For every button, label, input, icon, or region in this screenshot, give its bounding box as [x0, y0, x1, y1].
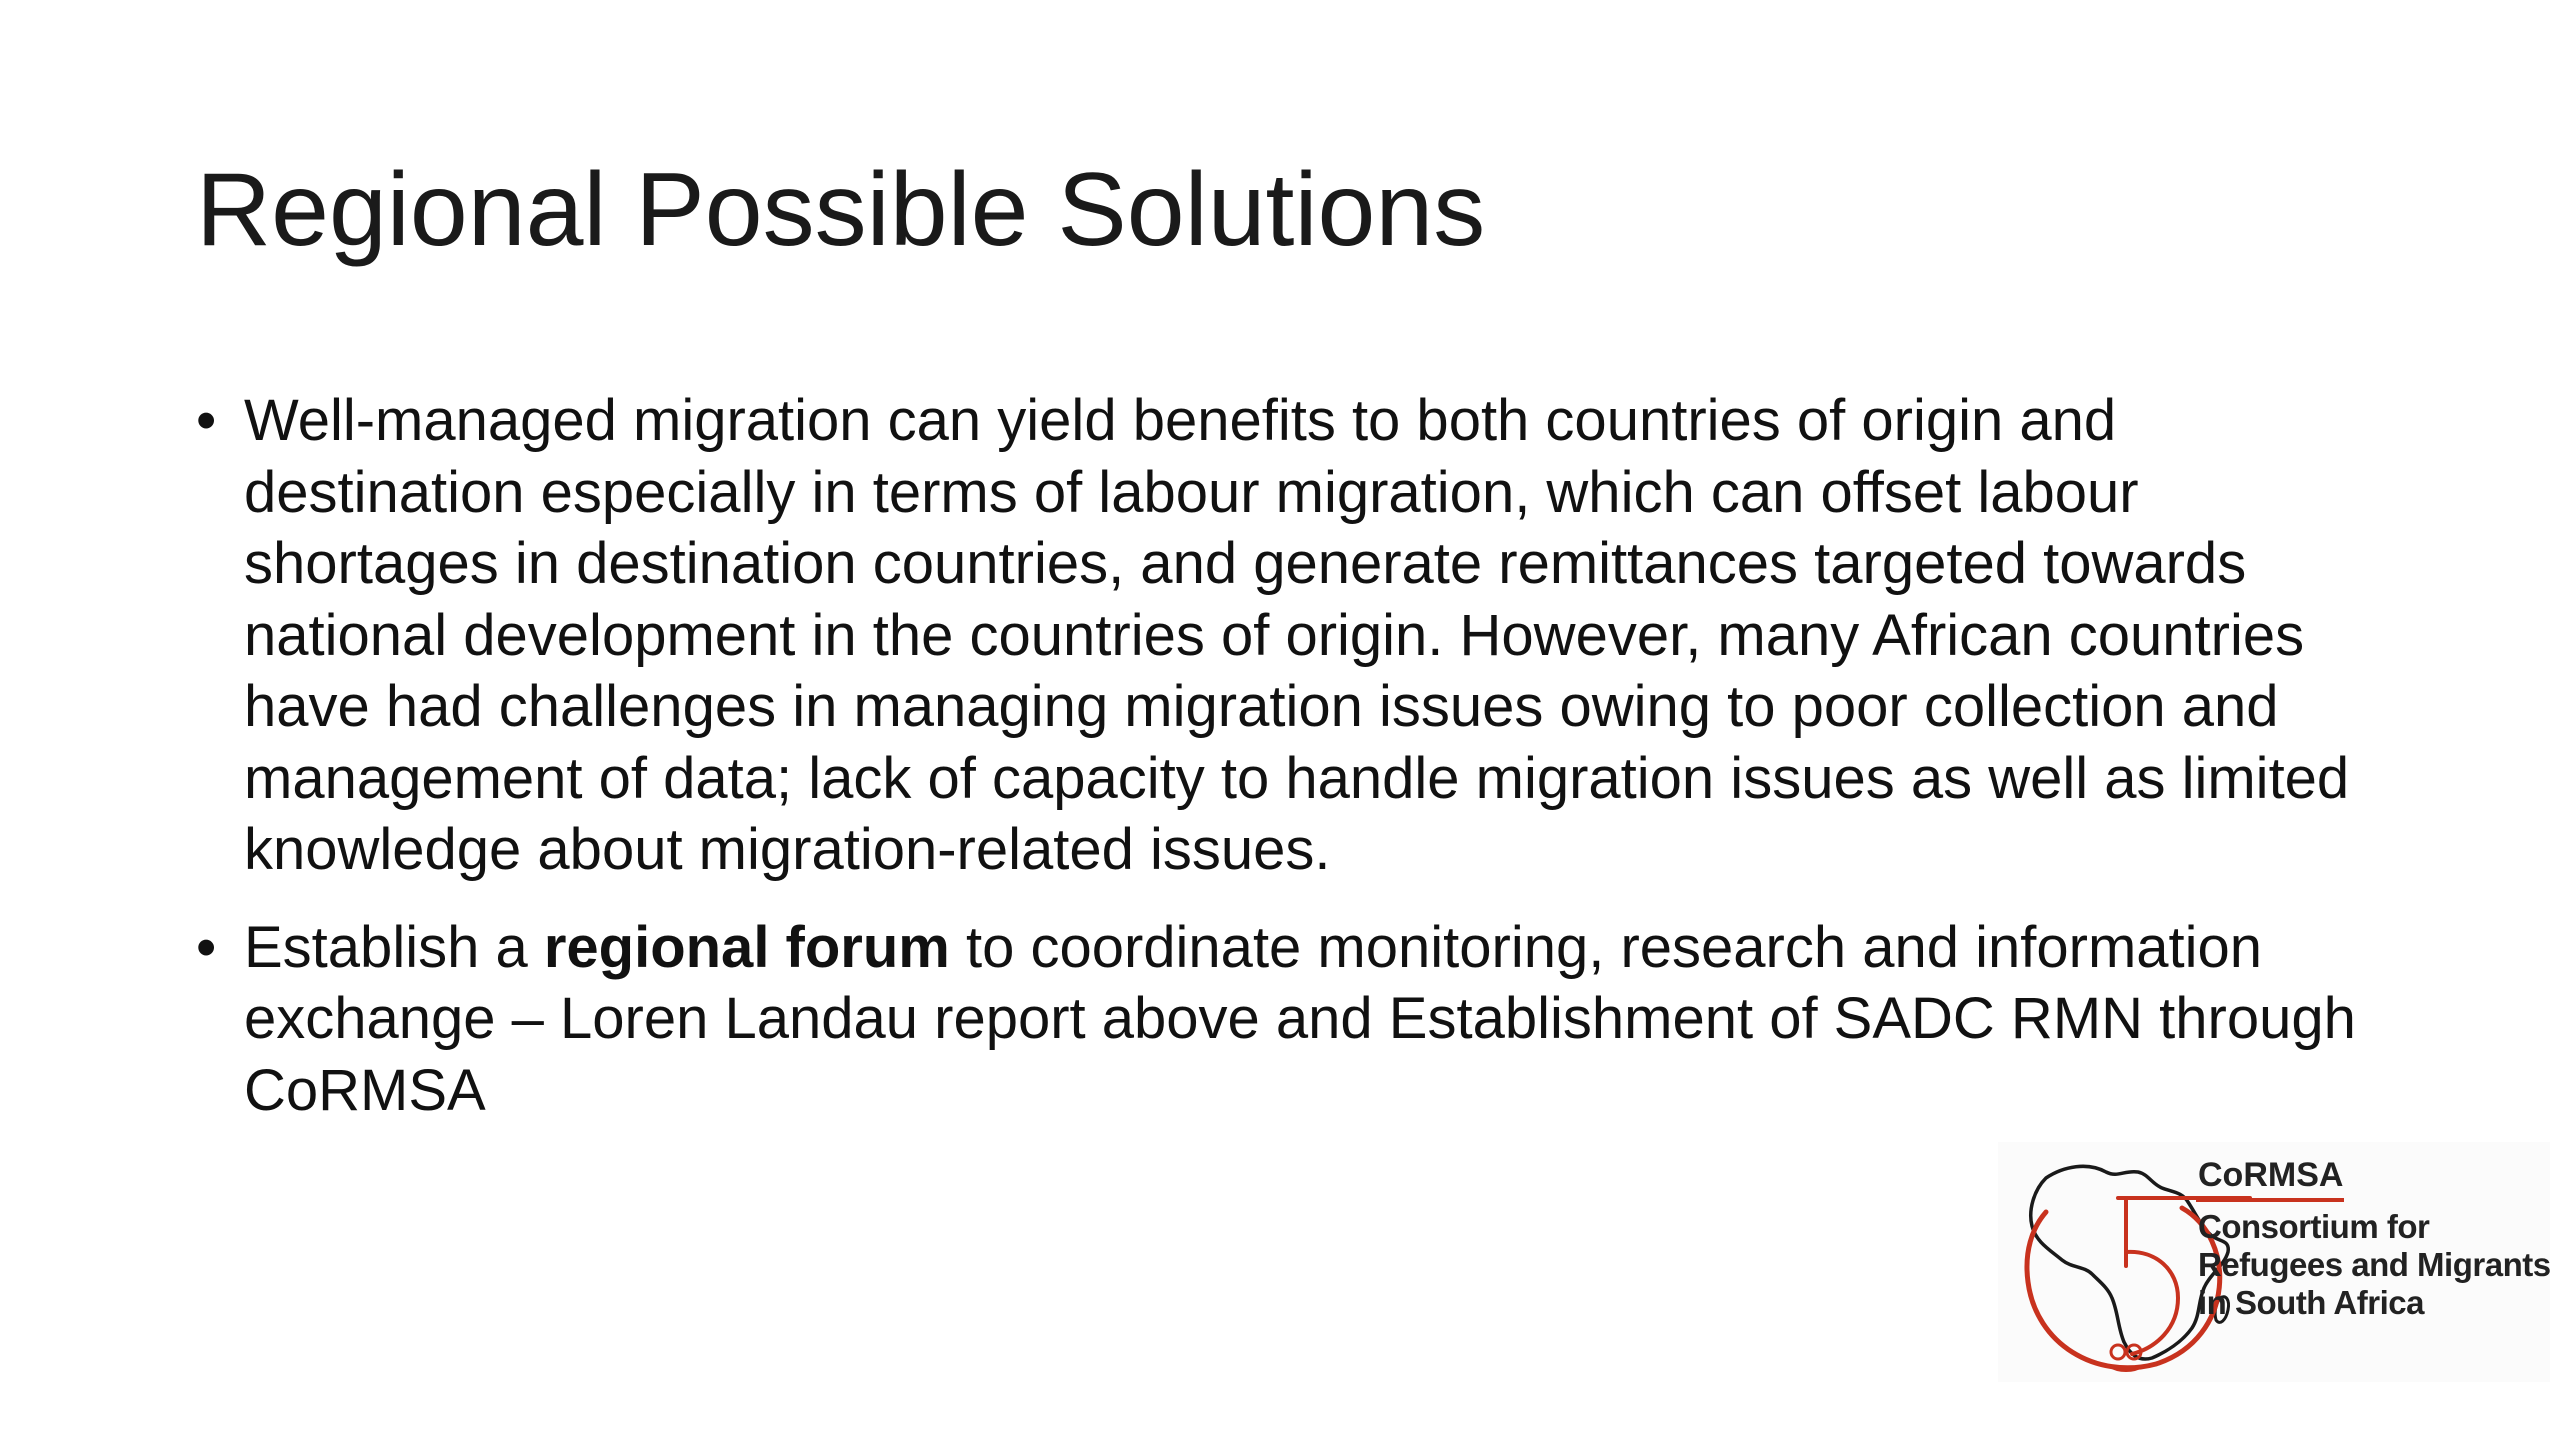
logo-acronym: CoRMSA: [2198, 1156, 2344, 1194]
bullet-dot: •: [196, 388, 217, 453]
logo-text-block: [2198, 1154, 2551, 1322]
logo-line-1: Consortium for: [2198, 1208, 2430, 1245]
bullet-dot: •: [196, 914, 217, 980]
logo-line-2: Refugees and Migrants: [2198, 1246, 2551, 1283]
bullet-text-prefix: Establish a: [244, 914, 544, 980]
bullet-item: [196, 912, 2396, 1127]
logo-line-3: in South Africa: [2198, 1284, 2424, 1321]
bullet-item: [196, 385, 2396, 886]
bullet-text-suffix: to coordinate monitoring, research and information exchange – Loren Landau report above and Establishment of SADC RMN through CoRMSA: [244, 914, 2356, 1123]
bullet-text: Well-managed migration can yield benefits to both countries of origin and destination especially in terms of labour migration, which can offset labour shortages in destination countries, and generate remittances targeted towards national development in the countries of origin. However, many African countries have had challenges in managing migration issues owing to poor collection and management of data; lack of capacity to handle migration issues as well as limited knowledge about migration-related issues.: [244, 388, 2350, 882]
slide-title: Regional Possible Solutions: [196, 152, 1486, 268]
logo-rule: [2196, 1198, 2344, 1202]
cormsa-logo: [1998, 1142, 2550, 1382]
bullet-list: [196, 385, 2396, 1126]
bullet-text-bold: regional forum: [543, 914, 950, 980]
